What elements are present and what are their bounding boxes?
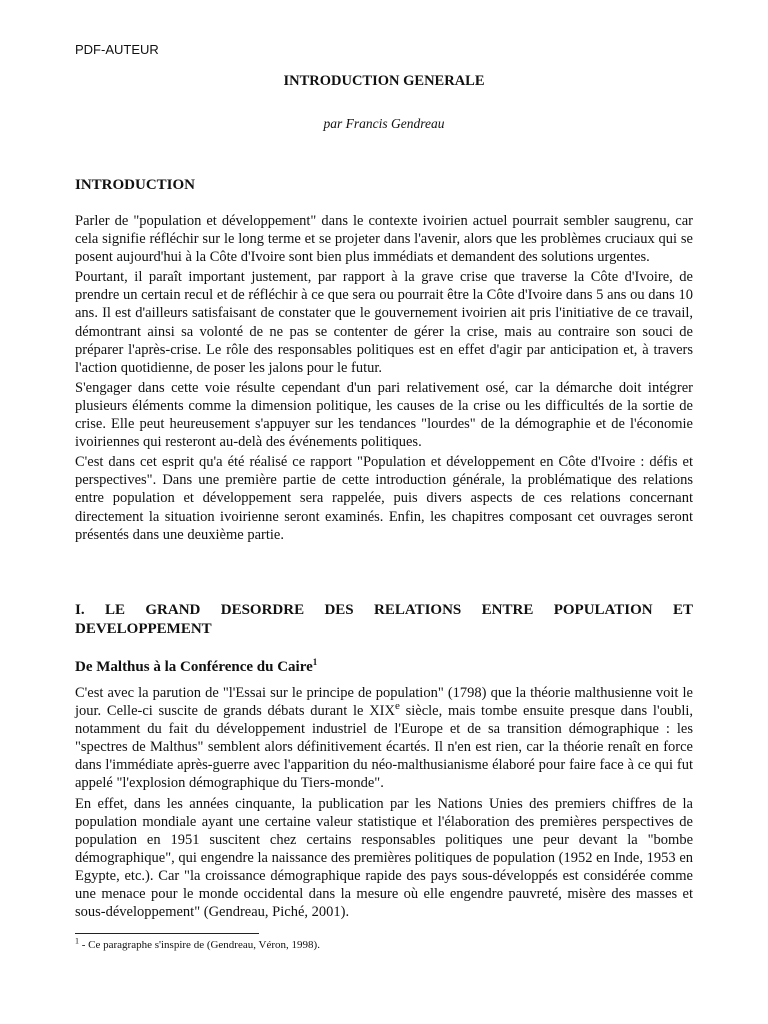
paragraph: Pourtant, il paraît important justement, par rapport à la grave crise que traverse la Côte d'Ivoire, de prendre un certain recul et de réfléchir à ce que sera ou pourrait être la Côte d'Ivoire dans 5 ans ou dans 10 ans. Il est d'ailleurs satisfaisant de constater que le gouvernement ivoirien ait pris l'initiative de ce travail, démontrant ainsi sa volonté de ne pas se contenter de gérer la crise, mais au contraire son souci de préparer l'après-crise. Le rôle des responsables politiques est en effet d'agir par anticipation et, à travers l'action quotidienne, de poser les jalons pour le futur. bbox=[75, 269, 693, 376]
subheading-text: De Malthus à la Conférence du Caire bbox=[75, 659, 313, 675]
paragraph: En effet, dans les années cinquante, la publication par les Nations Unies des premiers chiffres de la population mondiale ayant une certaine valeur statistique et l'élaboration des premières perspectives de population en 1951 suscitent chez certains responsables politiques une peur devant la "bombe démographique", qui engendre la naissance des premières politiques de population (1952 en Inde, 1953 en Egypte, etc.). Car "la croissance démographique rapide des pays sous-développés est considérée comme une menace pour le monde occidental dans la mesure où elle engendre pauvreté, misère des masses et sous-développement" (Gendreau, Piché, 2001). bbox=[75, 795, 693, 921]
section-heading-introduction: INTRODUCTION bbox=[75, 177, 196, 193]
malthus-body bbox=[75, 684, 693, 923]
footnote-divider bbox=[75, 933, 259, 934]
paragraph: C'est dans cet esprit qu'a été réalisé ce rapport "Population et développement en Côte d'Ivoire : défis et perspectives". Dans une première partie de cette introduction générale, la problématique des relations entre population et développement sera rappelée, puis divers aspects de ces relations concernant directement la situation ivoirienne seront examinés. Enfin, les chapitres composant cet ouvrages seront présentés dans une deuxième partie. bbox=[75, 454, 693, 543]
paragraph-text: C'est avec la parution de "l'Essai sur le principe de population" (1798) que la théorie malthusienne voit le jour. Celle-ci suscite de grands débats durant le XIX bbox=[75, 685, 693, 720]
section-heading-part-one: I. LE GRAND DESORDRE DES RELATIONS ENTRE POPULATION ET DEVELOPPEMENT bbox=[75, 602, 693, 637]
paragraph: Parler de "population et développement" dans le contexte ivoirien actuel pourrait sembler saugrenu, car cela signifie réfléchir sur le long terme et se projeter dans l'avenir, alors que les problèmes cruciaux qui se posent aujourd'hui à la Côte d'Ivoire sont bien plus immédiats et demandent des solutions urgentes. bbox=[75, 213, 693, 266]
century-superscript: e bbox=[394, 700, 400, 713]
paragraph bbox=[75, 684, 693, 793]
paragraph: S'engager dans cette voie résulte cependant d'un pari relativement osé, car la démarche doit intégrer plusieurs éléments comme la dimension politique, les causes de la crise ou les difficultés de la sortie de crise. Elle peut heureusement s'appuyer sur les tendances "lourdes" de la démographie et de l'économie ivoiriennes qui resteront au-delà des événements politiques. bbox=[75, 379, 693, 451]
footnote bbox=[75, 936, 320, 951]
footnote-reference: 1 bbox=[312, 657, 318, 667]
document-title: INTRODUCTION GENERALE bbox=[283, 73, 485, 89]
document-author: par Francis Gendreau bbox=[323, 116, 445, 131]
header-tag: PDF-AUTEUR bbox=[75, 42, 159, 57]
footnote-mark: 1 bbox=[75, 936, 79, 946]
subheading-malthus bbox=[75, 659, 317, 676]
footnote-text: - Ce paragraphe s'inspire de (Gendreau, Véron, 1998). bbox=[79, 939, 320, 951]
introduction-body bbox=[75, 212, 693, 546]
paragraph-text: siècle, mais tombe ensuite presque dans l'oubli, notamment du fait du développement industriel de l'Europe et de sa transition démographique : les "spectres de Malthus" semblent alors définitivement écartés. Il n'en est rien, car la théorie renaît en force dans l'immédiate après-guerre avec l'apparition du néo-malthusianisme élaboré pour faire face à ce qui fut appelé "l'explosion démographique du Tiers-monde". bbox=[75, 703, 693, 792]
